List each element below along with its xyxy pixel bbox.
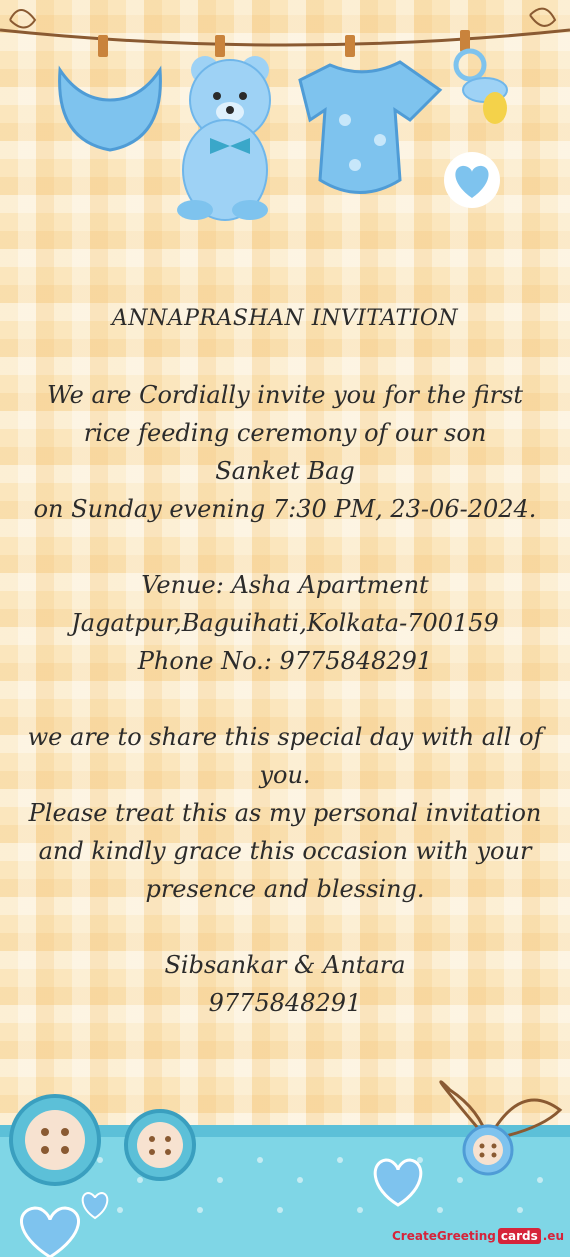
invite-line-1: We are Cordially invite you for the first (46, 381, 524, 409)
clothesline-illustration (0, 0, 570, 240)
bib-icon (60, 35, 161, 150)
invite-line-2: rice feeding ceremony of our son (83, 419, 487, 447)
host-phone: 9775848291 (208, 989, 362, 1017)
logo-create-text: CreateGreeting (392, 1229, 496, 1243)
button-decoration-left (11, 1096, 99, 1184)
venue: Venue: Asha Apartment (141, 571, 429, 599)
heart-icon (444, 152, 500, 208)
logo-eu-text: .eu (542, 1229, 564, 1243)
invitation-text (20, 300, 550, 1022)
share-line-1: we are to share this special day with all of (27, 723, 543, 751)
treat-line-3: presence and blessing. (145, 875, 425, 903)
teddy-bear-icon (177, 35, 270, 220)
share-line-2: you. (259, 761, 311, 789)
address: Jagatpur,Baguihati,Kolkata-700159 (71, 609, 499, 637)
pacifier-icon (456, 30, 507, 124)
hosts: Sibsankar & Antara (164, 951, 406, 979)
event-datetime: on Sunday evening 7:30 PM, 23-06-2024. (33, 495, 537, 523)
treat-line-1: Please treat this as my personal invitation (28, 799, 542, 827)
onesie-icon (300, 35, 440, 193)
createcards-logo (392, 1223, 564, 1249)
child-name: Sanket Bag (215, 457, 355, 485)
treat-line-2: and kindly grace this occasion with your (38, 837, 532, 865)
button-decoration-middle (126, 1111, 194, 1179)
phone: Phone No.: 9775848291 (137, 647, 433, 675)
logo-cards-text: cards (498, 1228, 541, 1244)
invitation-title: ANNAPRASHAN INVITATION (111, 306, 459, 331)
